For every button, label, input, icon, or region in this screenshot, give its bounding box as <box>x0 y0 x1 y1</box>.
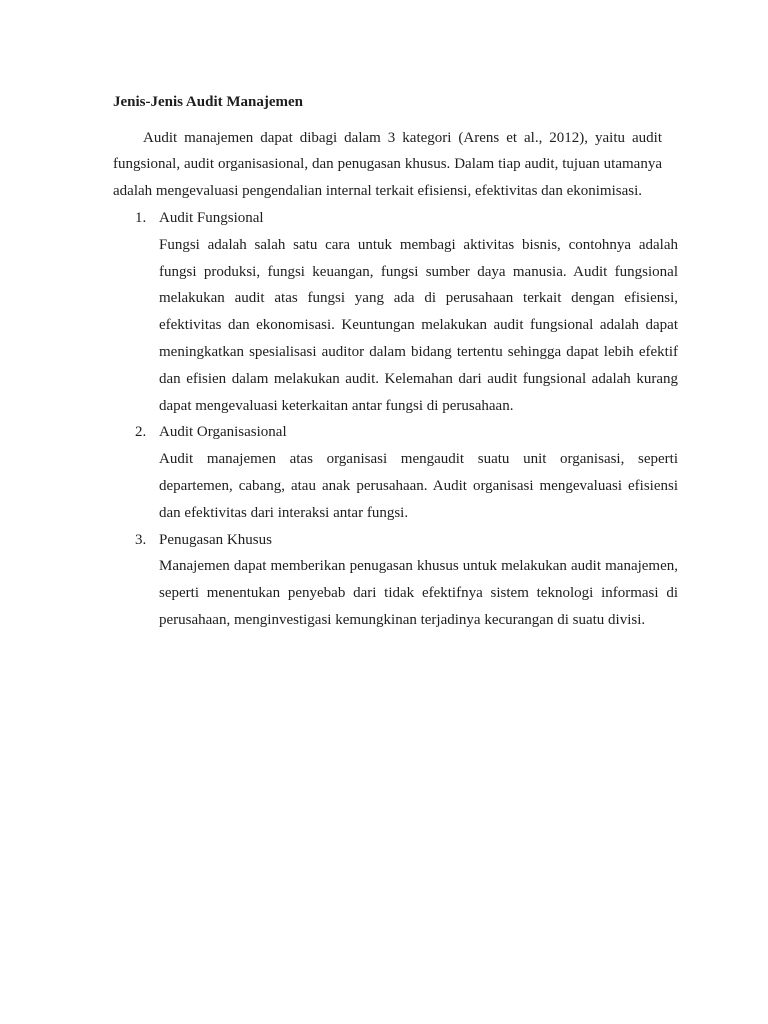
paragraph-line: Audit manajemen dapat dibagi dalam 3 kategori (Arens et al., 2012), yaitu audit <box>143 129 662 146</box>
list-item-heading <box>113 527 662 554</box>
paragraph-line: fungsi produksi, fungsi keuangan, fungsi sumber daya manusia. Audit fungsional <box>159 263 678 280</box>
paragraph-line: meningkatkan spesialisasi auditor dalam bidang tertentu sehingga dapat lebih efektif <box>159 343 678 360</box>
list-item-audit-organisasional <box>113 419 678 526</box>
list-item-heading <box>113 419 662 446</box>
list-number: 3. <box>135 531 147 548</box>
section-heading: Jenis-Jenis Audit Manajemen <box>113 93 304 110</box>
list-item-body <box>159 232 678 420</box>
list-number: 1. <box>135 209 147 226</box>
list-item-audit-fungsional <box>113 205 678 419</box>
list-item-title: Penugasan Khusus <box>159 531 272 548</box>
list-item-title: Audit Organisasional <box>159 424 287 441</box>
paragraph-line: adalah mengevaluasi pengendalian internal terkait efisiensi, efektivitas dan ekonimisasi. <box>113 183 642 200</box>
document-body <box>113 89 678 634</box>
paragraph-line: departemen, cabang, atau anak perusahaan. Audit organisasi mengevaluasi efisiensi <box>159 477 678 494</box>
list-item-heading <box>113 205 662 232</box>
paragraph-line: seperti menentukan penyebab dari tidak efektifnya sistem teknologi informasi di <box>159 585 678 602</box>
paragraph-line: Audit manajemen atas organisasi mengaudit suatu unit organisasi, seperti <box>159 451 678 468</box>
list-number: 2. <box>135 424 147 441</box>
list-item-body <box>159 446 678 526</box>
paragraph-line: Fungsi adalah salah satu cara untuk membagi aktivitas bisnis, contohnya adalah <box>159 236 678 253</box>
paragraph-line: Manajemen dapat memberikan penugasan khusus untuk melakukan audit manajemen, <box>159 558 678 575</box>
paragraph-line: fungsional, audit organisasional, dan penugasan khusus. Dalam tiap audit, tujuan utamanya <box>113 156 662 173</box>
list-item-penugasan-khusus <box>113 527 678 634</box>
paragraph-line: dapat mengevaluasi keterkaitan antar fungsi di perusahaan. <box>159 397 514 414</box>
list-item-body <box>159 553 678 633</box>
paragraph-line: dan efektivitas dari interaksi antar fungsi. <box>159 504 409 521</box>
paragraph-line: efektivitas dan ekonomisasi. Keuntungan melakukan audit fungsional adalah dapat <box>159 317 678 334</box>
paragraph-line: perusahaan, menginvestigasi kemungkinan terjadinya kecurangan di suatu divisi. <box>159 611 646 628</box>
paragraph-line: dan efisien dalam melakukan audit. Kelemahan dari audit fungsional adalah kurang <box>159 370 678 387</box>
paragraph-line: melakukan audit atas fungsi yang ada di perusahaan terkait dengan efisiensi, <box>159 290 678 307</box>
intro-paragraph <box>113 125 662 205</box>
list-item-title: Audit Fungsional <box>159 209 264 226</box>
